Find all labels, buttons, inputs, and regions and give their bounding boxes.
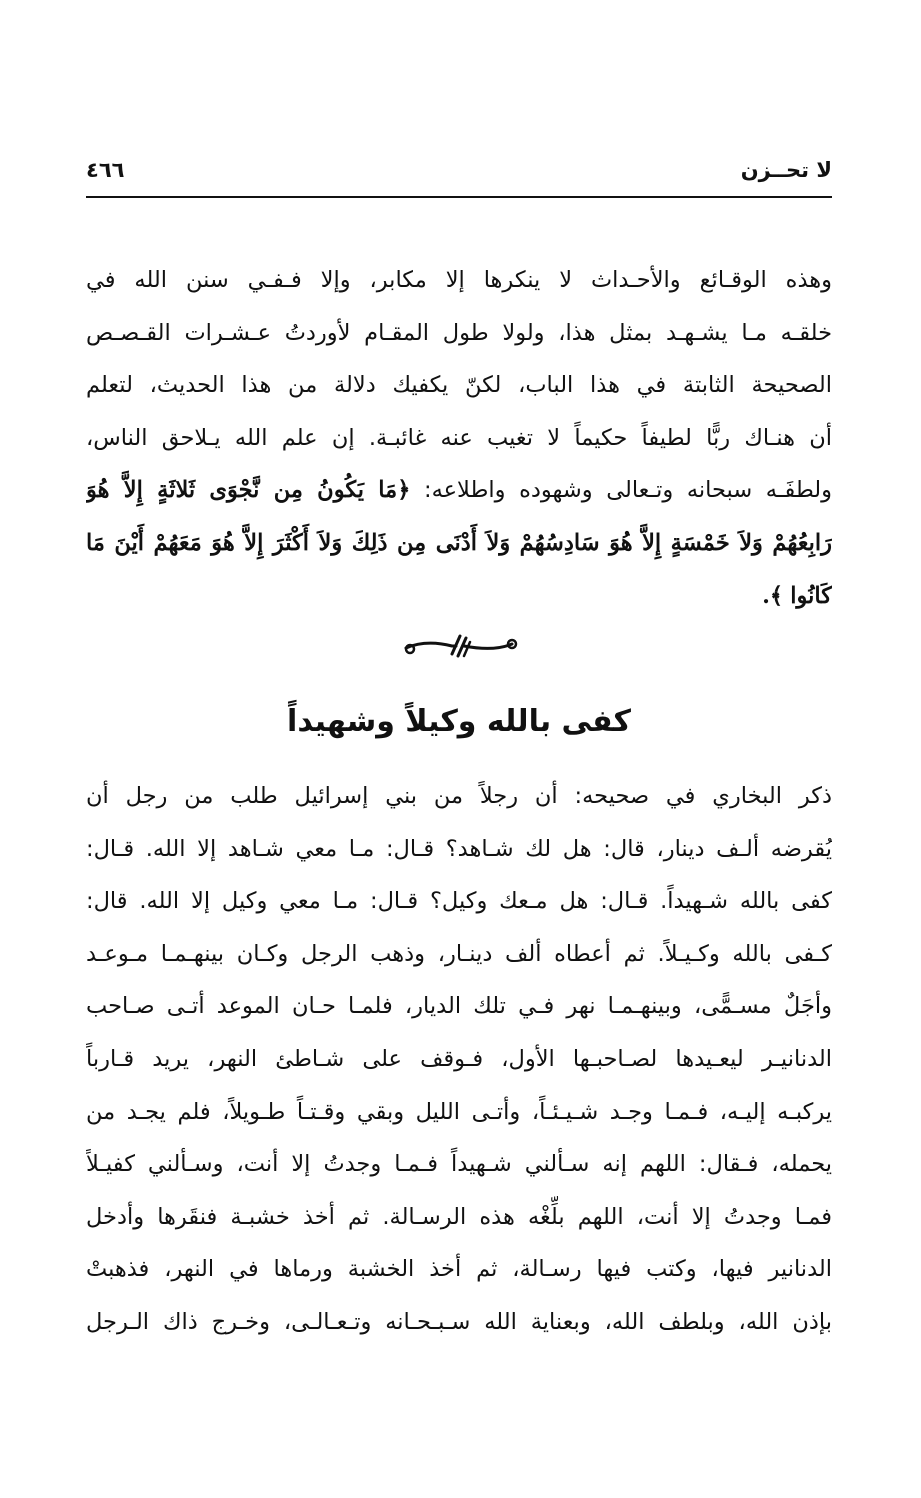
text-line: كـفى بالله وكـيـلاً. ثم أعطاه ألف دينـار، وذهب الرجل وكـان بينهـمـا مـوعـد bbox=[86, 940, 832, 967]
quran-verse-end-line bbox=[86, 570, 832, 623]
text-line: يُقرضه ألـف دينار، قال: هل لك شـاهد؟ قـال: مـا معي شـاهد إلا الله. قـال: bbox=[86, 835, 832, 862]
header-rule bbox=[86, 196, 832, 198]
text-line: الدنانيـر ليعـيدها لصـاحبـها الأول، فـوقف على شـاطئ النهر، يريد قـارباً bbox=[86, 1045, 832, 1072]
text-line-with-quran bbox=[86, 464, 832, 517]
text-line: بإذن الله، وبلطف الله، وبعناية الله سـبـحـانه وتـعـالـى، وخـرج ذاك الـرجل bbox=[86, 1308, 832, 1335]
quran-verse-part: كَانُوا bbox=[790, 582, 832, 609]
page-header bbox=[86, 158, 832, 192]
quran-verse-line: رَابِعُهُمْ وَلاَ خَمْسَةٍ إِلاَّ هُوَ سَادِسُهُمْ وَلاَ أَدْنَى مِن ذَلِكَ وَلاَ أَكْثَرَ إِلاَّ هُوَ مَعَهُمْ أَيْنَ مَا bbox=[86, 529, 832, 556]
running-title: لا تحــزن bbox=[740, 158, 832, 182]
text-line: يحمله، فـقال: اللهم إنه سـألني شـهيداً فـمـا وجدتُ إلا أنت، وسـألني كفيـلاً bbox=[86, 1151, 832, 1178]
quran-bracket-open: ﴿ bbox=[397, 477, 411, 504]
text-line: وأجَلٌ مسـمًّى، وبينهـمـا نهر فـي تلك الديار، فلمـا حـان الموعد أتـى صـاحب bbox=[86, 993, 832, 1020]
text-line: الصحيحة الثابتة في هذا الباب، لكنّ يكفيك دلالة من هذا الحديث، لتعلم bbox=[86, 372, 832, 399]
text-line: فمـا وجدتُ إلا أنت، اللهم بلِّغْه هذه الرسـالة. ثم أخذ خشبـة فنقَرها وأدخل bbox=[86, 1203, 832, 1230]
intro-text: ولطفَـه سبحانه وتـعالى وشهوده واطلاعه: bbox=[423, 477, 832, 504]
text-line: الدنانير فيها، وكتب فيها رسـالة، ثم أخذ الخشبة ورماها في النهر، فذهبتْ bbox=[86, 1256, 832, 1283]
text-line: كفى بالله شـهيداً. قـال: هل مـعك وكيل؟ قـال: مـا معي وكيل إلا الله. قال: bbox=[86, 888, 832, 915]
section-title: كفى بالله وكيلاً وشهيداً bbox=[287, 704, 631, 739]
text-line: خلقـه مـا يشـهـد بمثل هذا، ولولا طول المقـام لأوردتُ عـشـرات القـصـص bbox=[86, 319, 832, 346]
text-line: أن هنـاك ربًّا لطيفاً حكيماً لا تغيب عنه غائبـة. إن علم الله يـلاحق الناس، bbox=[86, 424, 832, 451]
text-line: يركبـه إليـه، فـمـا وجـد شـيـئـاً، وأتـى الليل وبقي وقـتـاً طـويلاً، فلم يجـد من bbox=[86, 1098, 832, 1125]
text-line: وهذه الوقـائع والأحـداث لا ينكرها إلا مكابر، وإلا فـفـي سنن الله في bbox=[86, 267, 832, 293]
paragraph-1 bbox=[86, 254, 832, 622]
text-line: ذكر البخاري في صحيحه: أن رجلاً من بني إسرائيل طلب من رجل أن bbox=[86, 783, 832, 809]
quran-bracket-close: ﴾. bbox=[762, 582, 784, 609]
page-number: ٤٦٦ bbox=[86, 158, 125, 182]
divider-ornament-icon bbox=[400, 630, 522, 662]
paragraph-2 bbox=[86, 770, 832, 1349]
quran-verse-part: مَا يَكُونُ مِن نَّجْوَى ثَلاثَةٍ إِلاَّ هُوَ bbox=[86, 477, 398, 504]
